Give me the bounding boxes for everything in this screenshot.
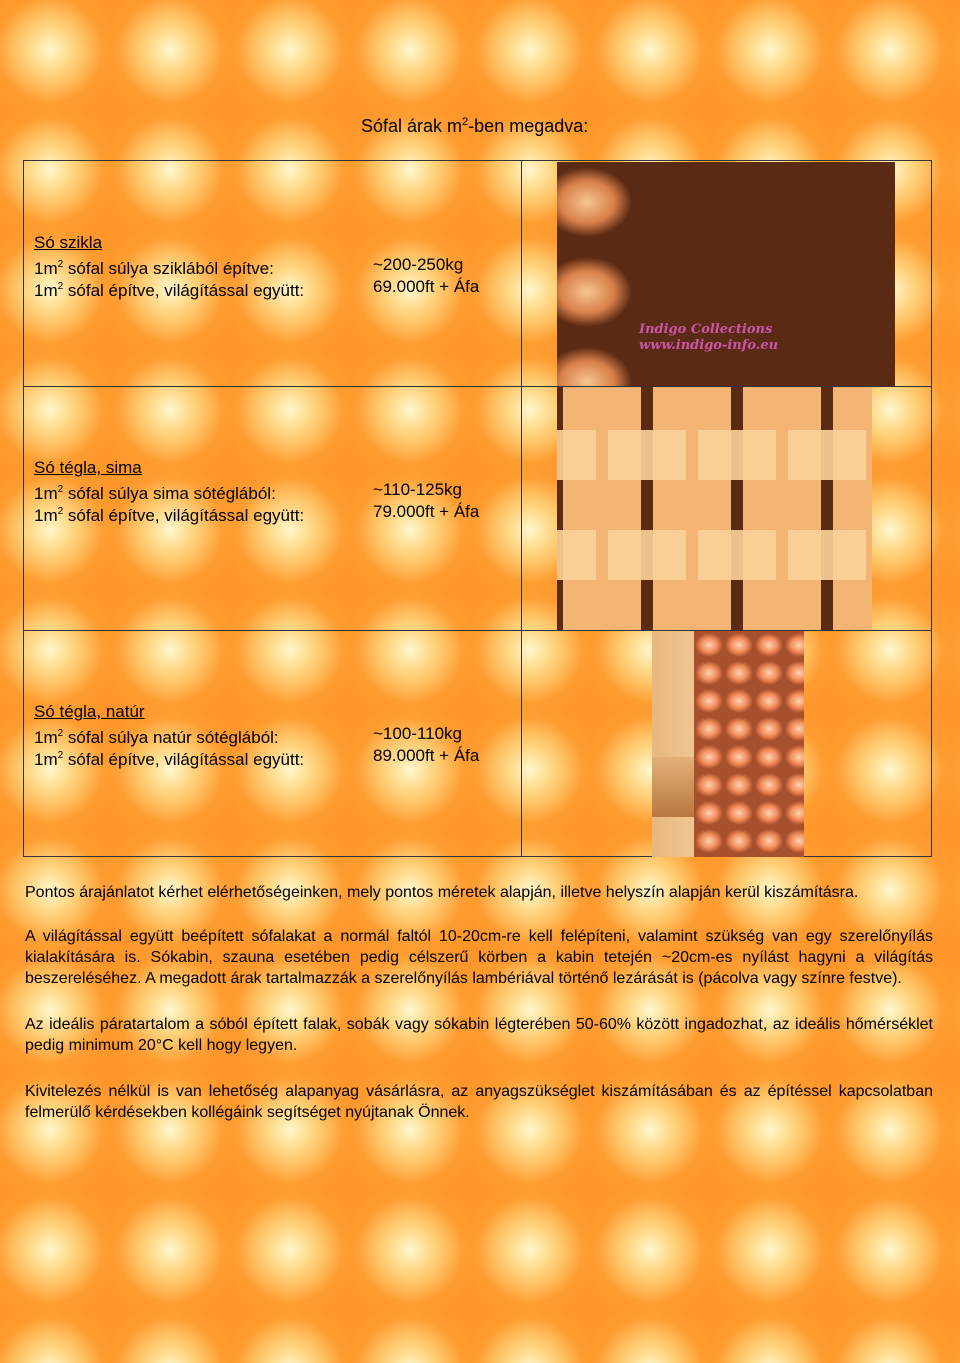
salt-sauna-photo <box>652 631 804 857</box>
price-value: 79.000ft + Áfa <box>373 502 480 521</box>
price-value: 89.000ft + Áfa <box>373 746 480 765</box>
row-salt-brick-smooth: Só tégla, sima $1m^2$ sófal súlya sima sótéglából: ~110-125kg $1m^2$ sófal építve, világítással együtt: 79.000ft + Áfa <box>34 458 480 525</box>
row-salt-brick-natural: Só tégla, natúr $1m^2$ sófal súlya natúr sótéglából: ~100-110kg $1m^2$ sófal építve, világítással együtt: 89.000ft + Áfa <box>34 702 480 769</box>
weight-value: ~110-125kg <box>373 480 463 499</box>
row-name: Só szikla <box>34 233 103 252</box>
row-name: Só tégla, natúr <box>34 702 145 721</box>
photo-watermark: Indigo Collections www.indigo-info.eu <box>639 322 779 353</box>
weight-value: ~100-110kg <box>373 724 463 743</box>
weight-value: ~200-250kg <box>373 255 464 274</box>
paragraph-materials: Kivitelezés nélkül is van lehetőség alapanyag vásárlásra, az anyagszükséglet kiszámításában és az építéssel kapcsolatban felmerülő kérdésekben kollégáink segítséget nyújtanak Önnek. <box>25 1083 933 1121</box>
table-column-divider <box>521 161 522 856</box>
row-salt-rock: Só szikla $1m^2$ sófal súlya sziklából építve: ~200-250kg $1m^2$ sófal építve, világítással együtt: 69.000ft + Áfa <box>34 233 480 300</box>
paragraph-installation: A világítással együtt beépített sófalakat a normál faltól 10-20cm-re kell felépíteni, valamint szükség van egy szerelőnyílás kialakítására is. Sókabin, szauna esetében pedig célszerű körben a kabin tetején ~20cm-es nyílást hagyni a világítás beszereléséhez. A megadott árak tartalmazzák a szerelőnyílás lambériával történő lezárását is (pácolva vagy színre festve). <box>25 928 933 987</box>
row-name: Só tégla, sima <box>34 458 142 477</box>
price-value: 69.000ft + Áfa <box>373 277 480 296</box>
page-title: Sófal árak $m^2$-ben megadva: <box>361 116 589 136</box>
salt-rock-wall-photo <box>557 162 895 386</box>
salt-brick-wall-photo <box>557 387 872 630</box>
paragraph-quote: Pontos árajánlatot kérhet elérhetőségeinken, mely pontos méretek alapján, illetve helyszín alapján kerül kiszámításra. <box>25 884 859 901</box>
paragraph-humidity: Az ideális páratartalom a sóból épített falak, sobák vagy sókabin légterében 50-60% között ingadozhat, az ideális hőmérséklet pedig minimum 20°C kell hogy legyen. <box>25 1016 933 1054</box>
